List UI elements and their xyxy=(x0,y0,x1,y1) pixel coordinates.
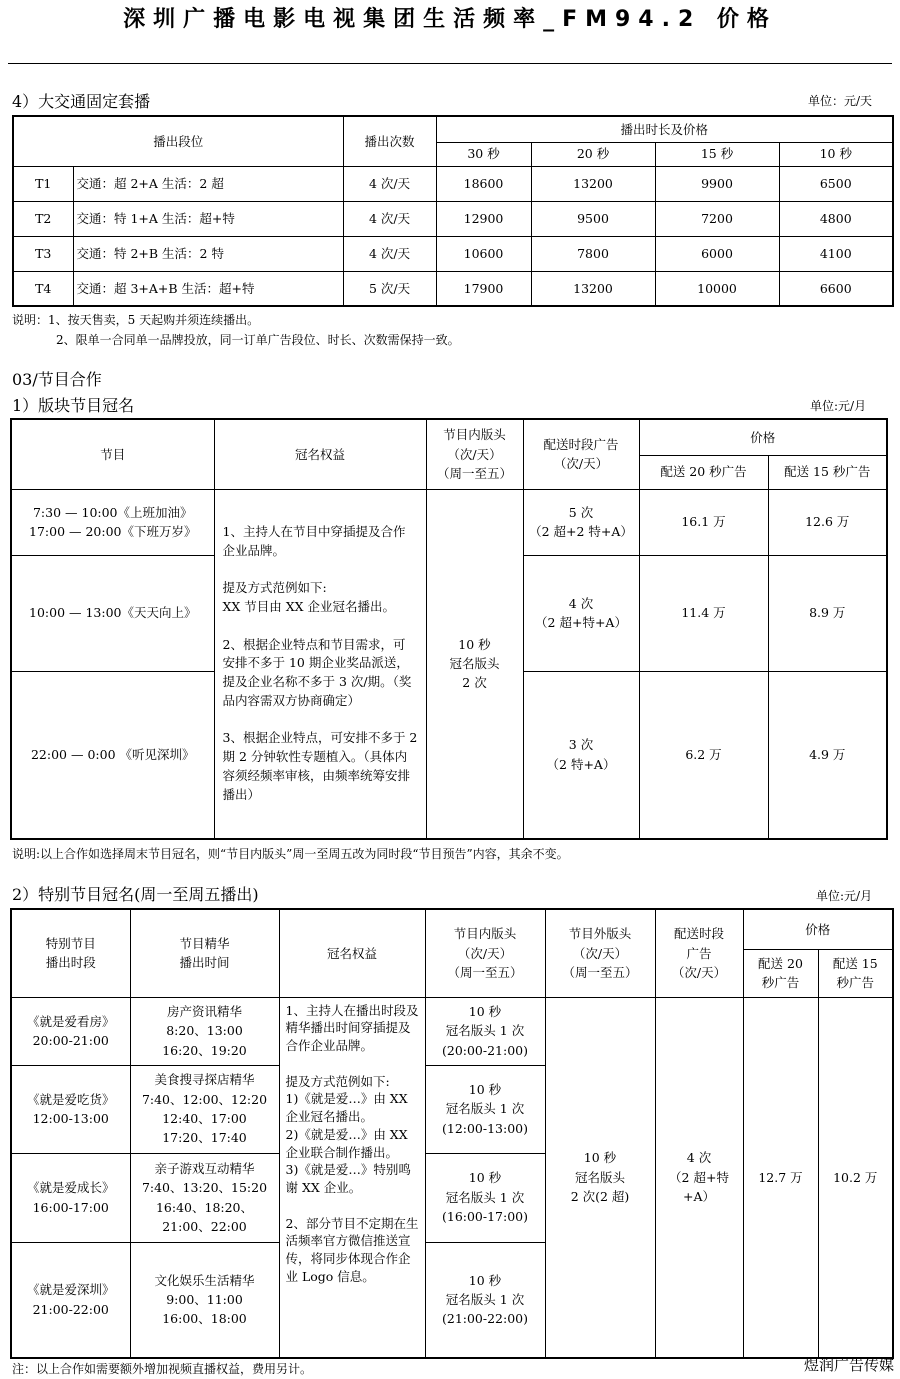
row-price: 6500 xyxy=(779,166,893,201)
table-row xyxy=(11,997,893,1065)
program-cell: 22:00 — 0:00 《听见深圳》 xyxy=(11,671,214,839)
header-rights: 冠名权益 xyxy=(279,909,425,997)
section-heading-traffic-package: 4）大交通固定套播 xyxy=(12,92,151,111)
header-highlight: 节目精华 播出时间 xyxy=(130,909,279,997)
row-id: T3 xyxy=(13,236,73,271)
table-row xyxy=(13,166,893,201)
row-times: 4 次/天 xyxy=(343,166,436,201)
delivery-cell: 5 次 （2 超+2 特+A） xyxy=(523,489,639,555)
header-price-20s: 配送 20 秒广告 xyxy=(639,455,768,489)
row-price: 9500 xyxy=(531,201,655,236)
highlight-cell: 房产资讯精华 8:20、13:00 16:20、19:20 xyxy=(130,997,279,1065)
price-20s-cell: 11.4 万 xyxy=(639,555,768,671)
header-program: 节目 xyxy=(11,419,214,489)
header-delivery: 配送时段 广告 （次/天） xyxy=(655,909,743,997)
watermark-text: 煜润广告传媒 xyxy=(803,1356,894,1374)
outer-opener-cell: 10 秒 冠名版头 2 次(2 超) xyxy=(545,997,655,1358)
delivery-cell: 4 次 （2 超+特 +A） xyxy=(655,997,743,1358)
inner-opener-cell: 10 秒 冠名版头 1 次 (20:00-21:00) xyxy=(425,997,545,1065)
header-price-15s: 配送 15 秒广告 xyxy=(768,455,887,489)
title-divider xyxy=(8,63,892,64)
price-15s-cell: 10.2 万 xyxy=(818,997,893,1358)
price-20s-cell: 6.2 万 xyxy=(639,671,768,839)
row-price: 13200 xyxy=(531,271,655,306)
slot-cell: 《就是爱吃货》 12:00-13:00 xyxy=(11,1065,130,1153)
unit-label: 单位:元/月 xyxy=(816,889,873,903)
row-price: 17900 xyxy=(436,271,531,306)
table-row xyxy=(11,489,887,555)
header-price: 播出时长及价格 xyxy=(436,116,893,142)
row-times: 4 次/天 xyxy=(343,201,436,236)
program-cell: 10:00 — 13:00《天天向上》 xyxy=(11,555,214,671)
row-price: 12900 xyxy=(436,201,531,236)
slot-cell: 《就是爱成长》 16:00-17:00 xyxy=(11,1153,130,1242)
table-row xyxy=(13,271,893,306)
price-15s-cell: 12.6 万 xyxy=(768,489,887,555)
price-15s-cell: 8.9 万 xyxy=(768,555,887,671)
inner-opener-cell: 10 秒 冠名版头 1 次 (12:00-13:00) xyxy=(425,1065,545,1153)
row-price: 10600 xyxy=(436,236,531,271)
rights-cell: 1、主持人在节目中穿插提及合作企业品牌。 提及方式范例如下: XX 节目由 XX 企业冠名播出。 2、根据企业特点和节目需求，可安排不多于 10 期企业奖品派送，提及企业名称不多于 3 次/期。（奖品内容需双方协商确定） 3、根据企业特点，可安排不多于 2 期 2 分钟软性专题植入。（具体内容须经频率审核，由频率统筹安排播出） xyxy=(214,489,426,839)
unit-label: 单位:元/月 xyxy=(810,399,867,413)
row-price: 6000 xyxy=(655,236,779,271)
header-inner-opener: 节目内版头 （次/天） （周一至五） xyxy=(426,419,523,489)
row-id: T2 xyxy=(13,201,73,236)
price-20s-cell: 16.1 万 xyxy=(639,489,768,555)
price-20s-cell: 12.7 万 xyxy=(743,997,818,1358)
header-duration: 30 秒 xyxy=(436,142,531,166)
row-times: 4 次/天 xyxy=(343,236,436,271)
note-line: 说明：1、按天售卖，5 天起购并须连续播出。 xyxy=(12,313,260,327)
row-price: 13200 xyxy=(531,166,655,201)
row-price: 7200 xyxy=(655,201,779,236)
header-price-20s: 配送 20 秒广告 xyxy=(743,949,818,997)
header-slot: 特别节目 播出时段 xyxy=(11,909,130,997)
header-segment: 播出段位 xyxy=(13,116,343,166)
header-rights: 冠名权益 xyxy=(214,419,426,489)
row-id: T1 xyxy=(13,166,73,201)
special-sponsorship-table xyxy=(10,908,894,1359)
table-row xyxy=(13,201,893,236)
highlight-cell: 亲子游戏互动精华 7:40、13:20、15:20 16:40、18:20、 21:00、22:00 xyxy=(130,1153,279,1242)
traffic-package-table xyxy=(12,115,894,307)
block-sponsorship-table xyxy=(10,418,888,840)
rights-cell: 1、主持人在播出时段及精华播出时间穿插提及合作企业品牌。 提及方式范例如下: 1)《就是爱…》由 XX 企业冠名播出。 2)《就是爱…》由 XX 企业联合制作播出。 3)《就是爱…》特别鸣谢 XX 企业。 2、部分节目不定期在生活频率官方微信推送宣传，将同步体现合作企业 Logo 信息。 xyxy=(279,997,425,1358)
row-price: 7800 xyxy=(531,236,655,271)
table-row xyxy=(13,236,893,271)
row-price: 9900 xyxy=(655,166,779,201)
inner-opener-cell: 10 秒 冠名版头 1 次 (21:00-22:00) xyxy=(425,1242,545,1358)
row-desc: 交通：超 2+A 生活：2 超 xyxy=(73,166,343,201)
row-price: 18600 xyxy=(436,166,531,201)
header-inner-opener: 节目内版头 （次/天） （周一至五） xyxy=(425,909,545,997)
delivery-cell: 4 次 （2 超+特+A） xyxy=(523,555,639,671)
header-price: 价格 xyxy=(639,419,887,455)
row-price: 6600 xyxy=(779,271,893,306)
unit-label: 单位：元/天 xyxy=(808,94,873,108)
note-line: 说明:以上合作如选择周末节目冠名，则“节目内版头”周一至周五改为同时段“节目预告”内容，其余不变。 xyxy=(12,847,569,861)
header-price-15s: 配送 15 秒广告 xyxy=(818,949,893,997)
section-heading-block-sponsorship: 1）版块节目冠名 xyxy=(12,396,135,415)
inner-opener-cell: 10 秒 冠名版头 1 次 (16:00-17:00) xyxy=(425,1153,545,1242)
header-outer-opener: 节目外版头 （次/天） （周一至五） xyxy=(545,909,655,997)
page-title: 深圳广播电影电视集团生活频率_FM94.2 价格 xyxy=(123,7,777,32)
note-line: 2、限单一合同单一品牌投放，同一订单广告段位、时长、次数需保持一致。 xyxy=(56,333,460,347)
header-duration: 20 秒 xyxy=(531,142,655,166)
row-desc: 交通：超 3+A+B 生活：超+特 xyxy=(73,271,343,306)
header-price: 价格 xyxy=(743,909,893,949)
row-id: T4 xyxy=(13,271,73,306)
slot-cell: 《就是爱深圳》 21:00-22:00 xyxy=(11,1242,130,1358)
header-times: 播出次数 xyxy=(343,116,436,166)
section-heading-program-cooperation: 03/节目合作 xyxy=(12,370,102,389)
row-price: 4800 xyxy=(779,201,893,236)
program-cell: 7:30 — 10:00《上班加油》 17:00 — 20:00《下班万岁》 xyxy=(11,489,214,555)
header-duration: 15 秒 xyxy=(655,142,779,166)
highlight-cell: 美食搜寻探店精华 7:40、12:00、12:20 12:40、17:00 17:20、17:40 xyxy=(130,1065,279,1153)
header-duration: 10 秒 xyxy=(779,142,893,166)
highlight-cell: 文化娱乐生活精华 9:00、11:00 16:00、18:00 xyxy=(130,1242,279,1358)
header-delivery: 配送时段广告 （次/天） xyxy=(523,419,639,489)
slot-cell: 《就是爱看房》 20:00-21:00 xyxy=(11,997,130,1065)
row-price: 10000 xyxy=(655,271,779,306)
inner-opener-cell: 10 秒 冠名版头 2 次 xyxy=(426,489,523,839)
price-15s-cell: 4.9 万 xyxy=(768,671,887,839)
row-price: 4100 xyxy=(779,236,893,271)
row-desc: 交通：特 1+A 生活：超+特 xyxy=(73,201,343,236)
delivery-cell: 3 次 （2 特+A） xyxy=(523,671,639,839)
note-line: 注：以上合作如需要额外增加视频直播权益，费用另计。 xyxy=(12,1362,313,1376)
section-heading-special-sponsorship: 2）特别节目冠名(周一至周五播出) xyxy=(12,885,259,904)
row-times: 5 次/天 xyxy=(343,271,436,306)
row-desc: 交通：特 2+B 生活：2 特 xyxy=(73,236,343,271)
